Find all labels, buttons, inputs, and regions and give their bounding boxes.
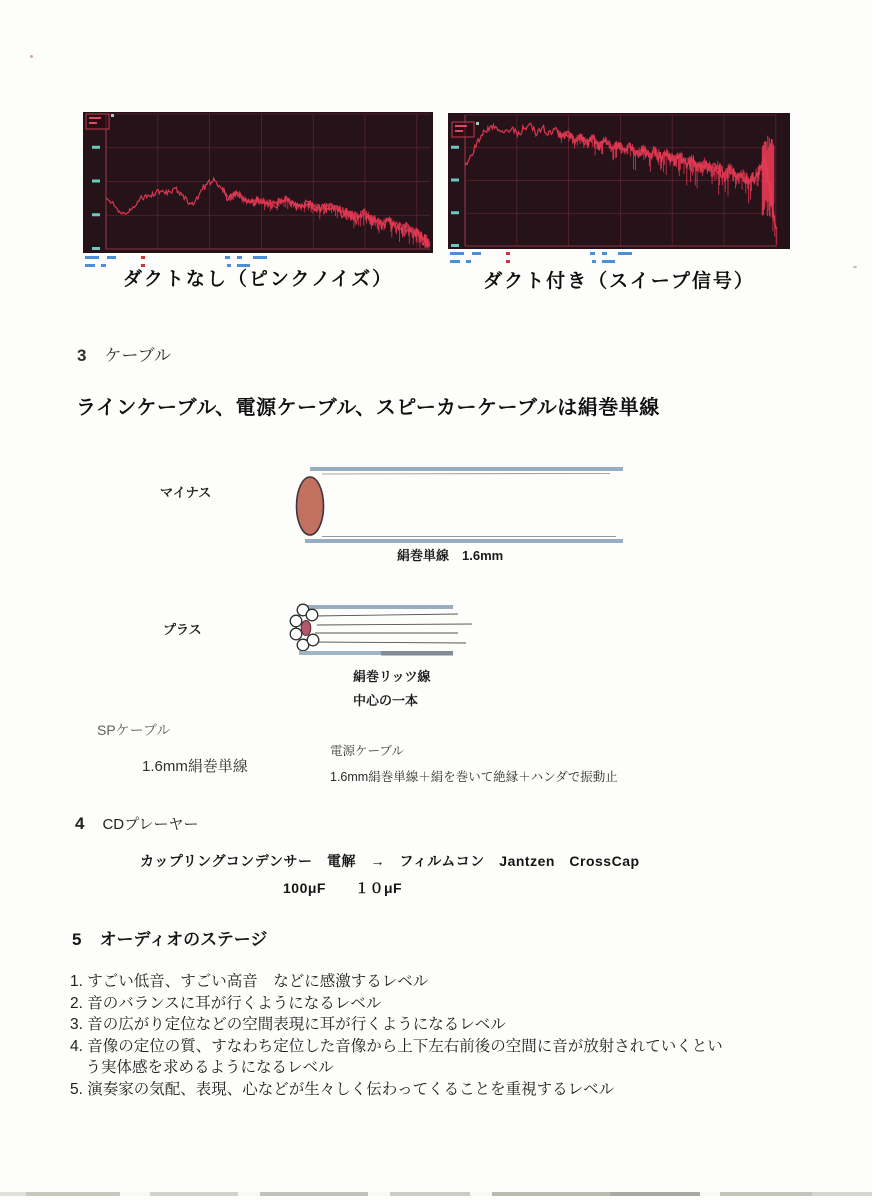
- section-4-heading: [75, 813, 199, 834]
- sp-cable-title: SPケーブル: [97, 722, 171, 738]
- section-3-number: 3: [77, 346, 87, 365]
- section-3-title: ケーブル: [104, 346, 171, 365]
- spectrum-chart-no-duct: [83, 112, 433, 253]
- audio-stage-list: [70, 971, 723, 1100]
- litz-wrap-bottom: [299, 651, 381, 655]
- litz-strand-end: [307, 634, 319, 646]
- section-5-title: オーディオのステージ: [99, 930, 268, 949]
- single-wire-caption: 絹巻単線 1.6mm: [397, 548, 504, 563]
- litz-strand: [317, 624, 472, 625]
- list-item: 1. すごい低音、すごい高音 などに感激するレベル: [70, 973, 429, 990]
- litz-wrap-top: [307, 605, 453, 609]
- readout-row: [450, 252, 700, 255]
- section-3-lead: ラインケーブル、電源ケーブル、スピーカーケーブルは絹巻単線: [76, 397, 660, 419]
- copper-core-end: [297, 477, 324, 535]
- silk-wrap-top: [310, 467, 623, 471]
- section-5-number: 5: [72, 930, 82, 949]
- scan-speck: [30, 55, 33, 58]
- sp-cable-spec: 1.6mm絹巻単線: [142, 758, 248, 775]
- litz-strand-end: [290, 628, 302, 640]
- cable-diagram: [0, 440, 872, 720]
- litz-strand: [311, 642, 466, 643]
- power-cable-title: 電源ケーブル: [330, 744, 404, 758]
- figure-caption-right: ダクト付き（スイープ信号）: [483, 271, 755, 292]
- litz-caption: 絹巻リッツ線: [353, 669, 431, 684]
- litz-strand: [313, 614, 458, 616]
- section-3-heading: [77, 341, 171, 366]
- list-item: 2. 音のバランスに耳が行くようになるレベル: [70, 994, 382, 1012]
- section-4-number: 4: [75, 814, 85, 833]
- list-item: 3. 音の広がり定位などの空間表現に耳が行くようになるレベル: [70, 1016, 506, 1033]
- plus-label: プラス: [163, 622, 202, 637]
- silk-wrap-bottom: [305, 539, 623, 543]
- spectrum-chart-with-duct: [448, 113, 790, 249]
- wire-edge-line: [322, 474, 610, 475]
- list-item-continuation: う実体感を求めるようになるレベル: [70, 1059, 334, 1076]
- litz-note: 中心の一本: [353, 693, 419, 708]
- readout-row: [450, 260, 700, 263]
- power-cable-spec: 1.6mm絹巻単線＋絹を巻いて絶縁＋ハンダで振動止: [330, 770, 618, 784]
- scan-speck: [853, 266, 857, 268]
- litz-center-strand: [301, 621, 311, 636]
- list-item: 4. 音像の定位の質、すなわち定位した音像から上下左右前後の空間に音が放射されていくとい: [70, 1037, 723, 1055]
- figure-caption-left: ダクトなし（ピンクノイズ）: [122, 269, 394, 290]
- list-item: 5. 演奏家の気配、表現、心などが生々しく伝わってくることを重視するレベル: [70, 1080, 615, 1098]
- litz-wrap-bottom: [381, 651, 453, 656]
- litz-strand-end: [306, 609, 318, 621]
- section-5-heading: [72, 925, 267, 950]
- capacitance-values: 100μF １０μF: [283, 880, 403, 896]
- minus-label: マイナス: [160, 485, 212, 500]
- scan-bottom-edge: [0, 1192, 872, 1196]
- section-4-title: CDプレーヤー: [102, 816, 199, 833]
- litz-strand-end: [290, 615, 302, 627]
- coupling-capacitor-line: カップリングコンデンサー 電解 → フィルムコン Jantzen CrossCap: [140, 853, 640, 869]
- readout-row: [85, 256, 335, 259]
